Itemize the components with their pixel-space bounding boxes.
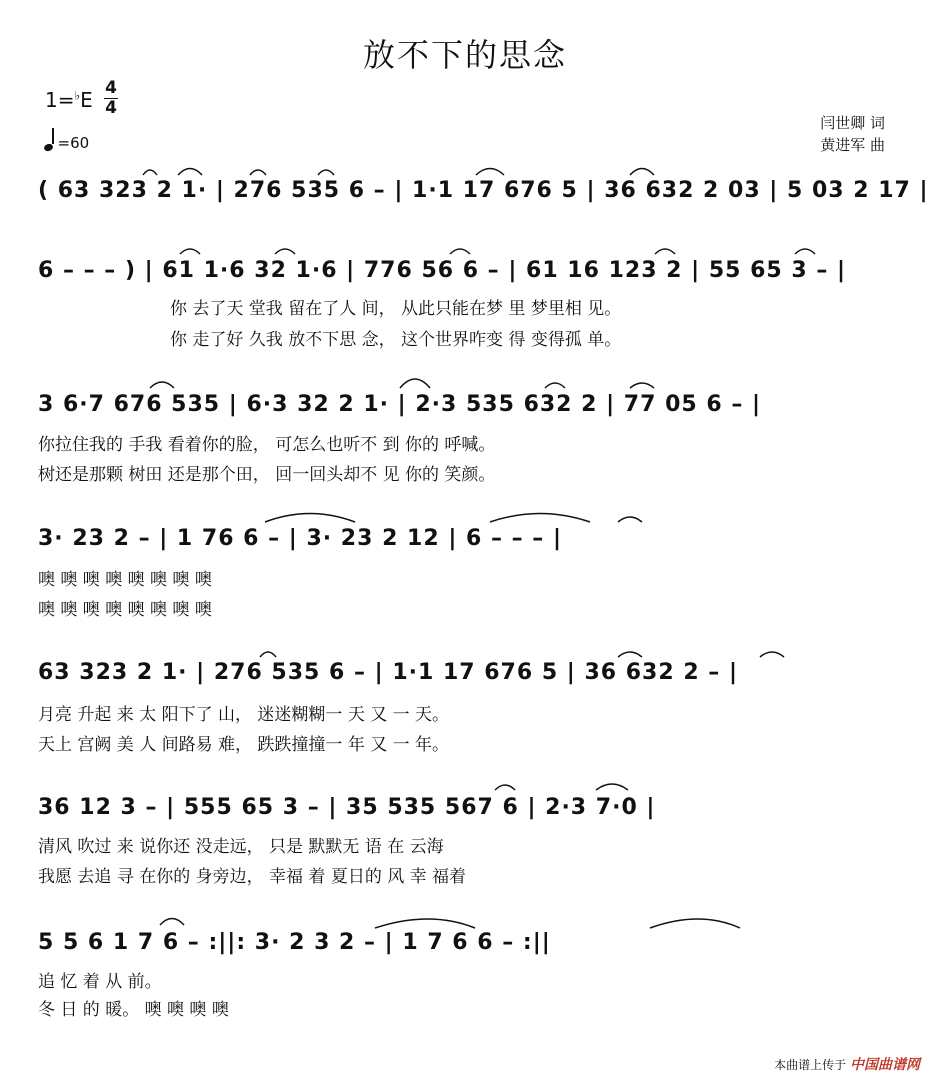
tempo-value: =60	[57, 134, 90, 152]
time-bottom: 4	[105, 98, 117, 118]
quarter-note-icon	[43, 143, 54, 153]
flat-sign: ♭	[74, 88, 81, 103]
credits	[820, 112, 885, 156]
music-line-4: 3· 23 2 – | 1 76 6 – | 3· 23 2 12 | 6 – – – |	[38, 526, 562, 551]
time-signature	[104, 80, 118, 117]
music-line-2: 6 – – – ) | 61 1·6 32 1·6 | 776 56 6 – | 61 16 123 2 | 55 65 3 – |	[38, 258, 847, 283]
key-signature	[45, 88, 93, 112]
time-top: 4	[105, 78, 117, 98]
lyric-line-2a: 你 去了天 堂我 留在了人 间， 从此只能在梦 里 梦里相 见。	[170, 299, 622, 319]
lyric-line-6b: 我愿 去追 寻 在你的 身旁边， 幸福 着 夏日的 风 幸 福着	[38, 867, 467, 887]
site-brand[interactable]: 中国曲谱网	[850, 1057, 920, 1073]
composer: 黄进军 曲	[820, 136, 885, 154]
key-note: E	[80, 88, 93, 112]
lyric-line-3a: 你拉住我的 手我 看着你的脸， 可怎么也听不 到 你的 呼喊。	[38, 435, 496, 455]
lyric-line-4a: 噢 噢 噢 噢 噢 噢 噢 噢	[38, 570, 212, 590]
page-title: 放不下的思念	[362, 36, 567, 74]
lyric-line-7a: 追 忆 着 从 前。	[38, 972, 162, 992]
music-line-1: ( 63 323 2 1· | 276 535 6 – | 1·1 17 676 5 | 36 632 2 03 | 5 03 2 17 |	[38, 178, 929, 203]
music-line-6: 36 12 3 – | 555 65 3 – | 35 535 567 6 | 2·3 7·0 |	[38, 795, 656, 820]
lyricist: 闫世卿 词	[820, 114, 885, 132]
lyric-line-5b: 天上 宫阙 美 人 间路易 难， 跌跌撞撞一 年 又 一 年。	[38, 735, 450, 755]
music-line-3: 3 6·7 676 535 | 6·3 32 2 1· | 2·3 535 632 2 | 77 05 6 – |	[38, 392, 762, 417]
key-prefix: 1=	[45, 88, 75, 112]
lyric-line-6a: 清风 吹过 来 说你还 没走远， 只是 默默无 语 在 云海	[38, 837, 444, 857]
music-line-7: 5 5 6 1 7 6 – :||: 3· 2 3 2 – | 1 7 6 6 – :||	[38, 930, 551, 955]
lyric-line-5a: 月亮 升起 来 太 阳下了 山， 迷迷糊糊一 天 又 一 天。	[38, 705, 450, 725]
footer	[774, 1054, 920, 1074]
lyric-line-2b: 你 走了好 久我 放不下思 念， 这个世界咋变 得 变得孤 单。	[170, 330, 622, 350]
music-line-5: 63 323 2 1· | 276 535 6 – | 1·1 17 676 5 | 36 632 2 – |	[38, 660, 738, 685]
lyric-line-7b: 冬 日 的 暖。 噢 噢 噢 噢	[38, 1000, 229, 1020]
tempo-marking	[44, 132, 89, 152]
footer-text: 本曲谱上传于	[774, 1058, 847, 1072]
lyric-line-4b: 噢 噢 噢 噢 噢 噢 噢 噢	[38, 600, 212, 620]
lyric-line-3b: 树还是那颗 树田 还是那个田， 回一回头却不 见 你的 笑颜。	[38, 465, 496, 485]
